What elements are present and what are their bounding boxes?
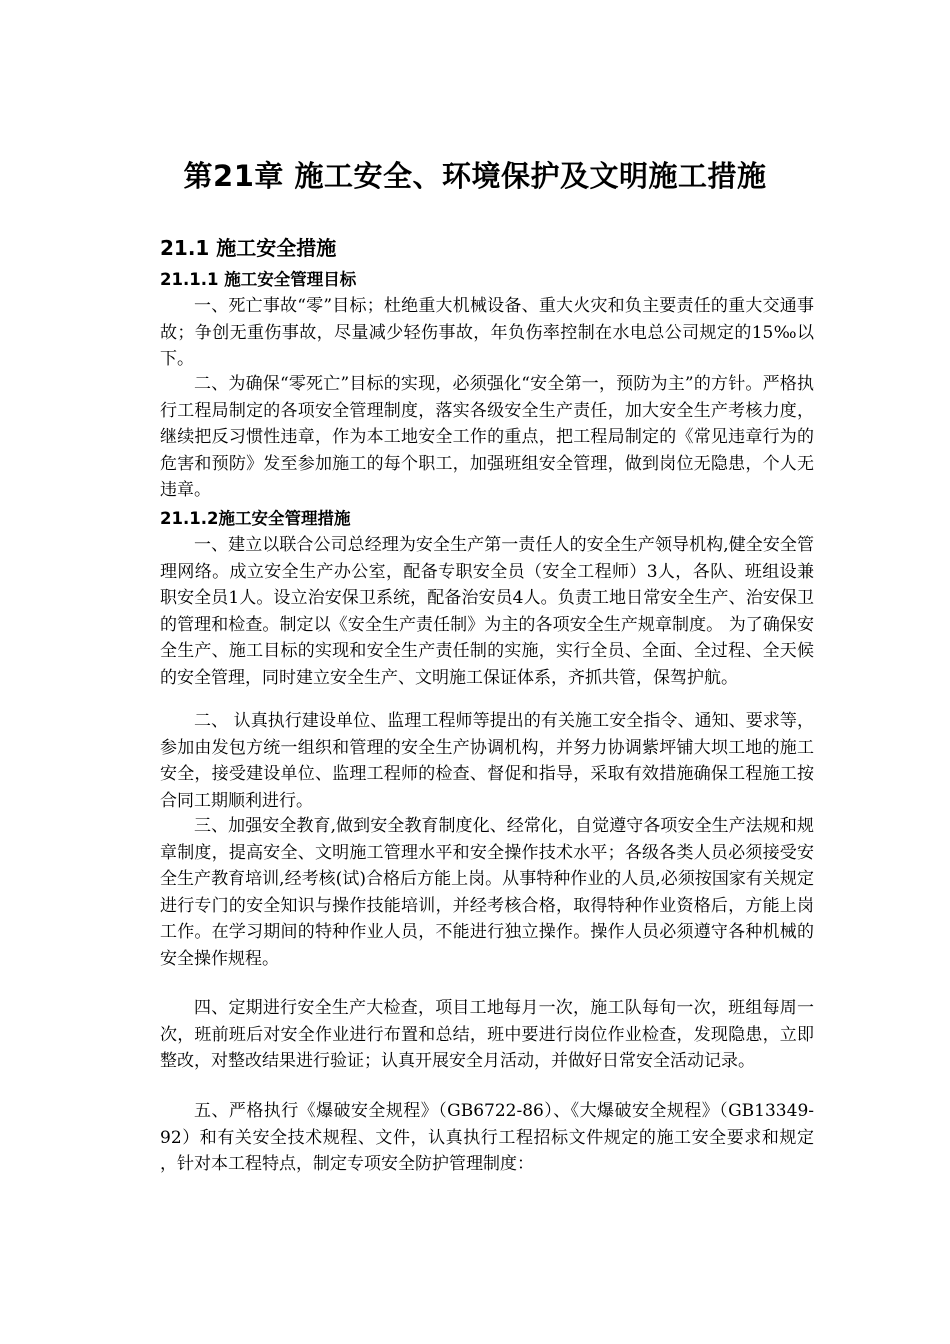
- subsection-heading-1: 21.1.1 施工安全管理目标: [160, 270, 357, 289]
- paragraph-1-2: 二、为确保“零死亡”目标的实现，必须强化“安全第一，预防为主”的方针。严格执行工程局制定的各项安全管理制度，落实各级安全生产责任，加大安全生产考核力度，继续把反习惯性违章，作为本工地安全工作的重点，把工程局制定的《常见违章行为的危害和预防》发至参加施工的每个职工，加强班组安全管理，做到岗位无隐患，个人无违章。: [160, 374, 814, 500]
- paragraph-2-4: 四、定期进行安全生产大检查，项目工地每月一次，施工队每旬一次，班组每周一次，班前班后对安全作业进行布置和总结，班中要进行岗位作业检查，发现隐患，立即整改，对整改结果进行验证；认真开展安全月活动，并做好日常安全活动记录。: [160, 998, 814, 1071]
- paragraph-1-1: 一、死亡事故“零”目标；杜绝重大机械设备、重大火灾和负主要责任的重大交通事故；争创无重伤事故，尽量减少轻伤事故，年负伤率控制在水电总公司规定的15‰以下。: [160, 296, 814, 369]
- paragraph-2-3: 三、加强安全教育,做到安全教育制度化、经常化，自觉遵守各项安全生产法规和规章制度，提高安全、文明施工管理水平和安全操作技术水平；各级各类人员必须接受安全生产教育培训,经考核(试)合格后方能上岗。从事特种作业的人员,必须按国家有关规定进行专门的安全知识与操作技能培训，并经考核合格，取得特种作业资格后，方能上岗工作。在学习期间的特种作业人员，不能进行独立操作。操作人员必须遵守各种机械的安全操作规程。: [160, 816, 814, 969]
- paragraph-2-5: 五、严格执行《爆破安全规程》（GB6722-86）、《大爆破安全规程》（GB13349-92）和有关安全技术规程、文件，认真执行工程招标文件规定的施工安全要求和规定 ，针对本工程特点，制定专项安全防护管理制度：: [160, 1101, 814, 1174]
- subsection-heading-2: 21.1.2施工安全管理措施: [160, 509, 351, 528]
- paragraph-2-1: 一、建立以联合公司总经理为安全生产第一责任人的安全生产领导机构,健全安全管理网络。成立安全生产办公室，配备专职安全员（安全工程师）3人，各队、班组设兼职安全员1人。设立治安保卫系统，配备治安员4人。负责工地日常安全生产、治安保卫的管理和检查。制定以《安全生产责任制》为主的各项安全生产规章制度。 为了确保安全生产、施工目标的实现和安全生产责任制的实施，实行全员、全面、全过程、全天候的安全管理，同时建立安全生产、文明施工保证体系，齐抓共管，保驾护航。: [160, 535, 814, 688]
- paragraph-2-2: 二、 认真执行建设单位、监理工程师等提出的有关施工安全指令、通知、要求等，参加由发包方统一组织和管理的安全生产协调机构，并努力协调紫坪铺大坝工地的施工安全，接受建设单位、监理工程师的检查、督促和指导，采取有效措施确保工程施工按合同工期顺利进行。: [160, 711, 814, 811]
- chapter-title: 第21章 施工安全、环境保护及文明施工措施: [183, 159, 767, 193]
- section-heading: 21.1 施工安全措施: [160, 236, 337, 260]
